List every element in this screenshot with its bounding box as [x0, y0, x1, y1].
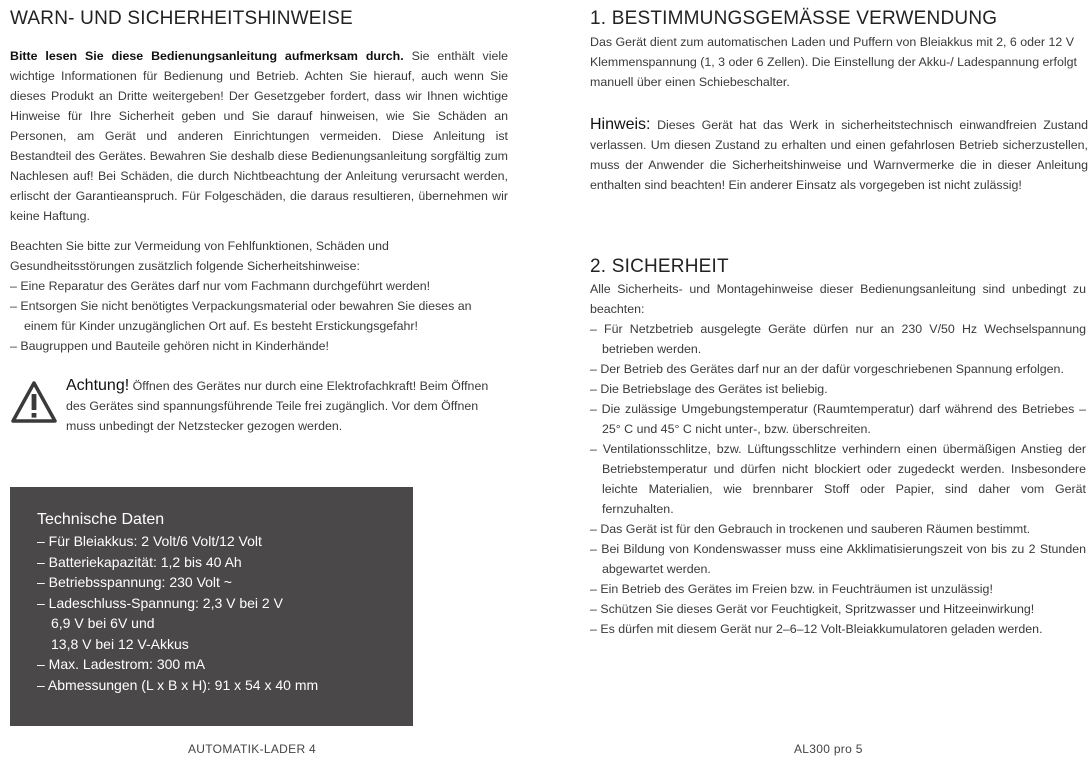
safety-list	[590, 319, 1086, 639]
safety-item: – Das Gerät ist für den Gebrauch in trockenen und sauberen Räumen bestimmt.	[590, 522, 1031, 536]
hint-intro: Beachten Sie bitte zur Vermeidung von Fehlfunktionen, Schäden und Gesundheitsstörungen zusätzlich folgende Sicherheitshinweise:	[10, 239, 389, 273]
safety-item: – Schützen Sie dieses Gerät vor Feuchtigkeit, Spritzwasser und Hitzeeinwirkung!	[590, 602, 1035, 616]
hint-item: – Eine Reparatur des Gerätes darf nur vom Fachmann durchgeführt werden!	[10, 279, 431, 293]
safety-item: – Der Betrieb des Gerätes darf nur an der dafür vorgeschriebenen Spannung erfolgen.	[590, 362, 1064, 376]
right-page	[544, 0, 1088, 766]
tech-line: – Max. Ladestrom: 300 mA	[37, 656, 206, 672]
tech-line: 6,9 V bei 6V und	[51, 615, 155, 631]
safety-item: – Bei Bildung von Kondenswasser muss eine Akklimatisierungszeit von bis zu 2 Stunden abgewartet werden.	[590, 542, 1086, 576]
safety-intro: Alle Sicherheits- und Montagehinweise dieser Bedienungsanleitung sind unbedingt zu beachten:	[590, 282, 1086, 316]
hint-item: – Entsorgen Sie nicht benötigtes Verpackungsmaterial oder bewahren Sie dieses an einem für Kinder unzugänglichen Ort auf. Es besteht Erstickungsgefahr!	[10, 299, 472, 333]
technical-data-box	[10, 487, 413, 726]
footer-right: AL300 pro 5	[794, 742, 863, 756]
warning-block	[10, 376, 508, 446]
intro-paragraph	[10, 46, 508, 226]
technical-data-list	[37, 531, 387, 695]
heading-warnings: WARN- UND SICHERHEITSHINWEISE	[10, 8, 353, 29]
warning-triangle-icon	[10, 380, 58, 424]
intended-use-text: Das Gerät dient zum automatischen Laden und Puffern von Bleiakkus mit 2, 6 oder 12 V Klemmenspannung (1, 3 oder 6 Zellen). Die Einstellung der Akku-/ Ladespannung erfolgt manuell über einen Schiebeschalter.	[590, 35, 1077, 89]
warning-label: Achtung!	[66, 377, 130, 394]
safety-item: – Die zulässige Umgebungstemperatur (Raumtemperatur) darf während des Betriebes –25° C und 45° C nicht unter-, bzw. überschreiten.	[590, 402, 1086, 436]
safety-item: – Ein Betrieb des Gerätes im Freien bzw. in Feuchträumen ist unzulässig!	[590, 582, 993, 596]
heading-safety: 2. SICHERHEIT	[590, 256, 729, 277]
tech-line: – Für Bleiakkus: 2 Volt/6 Volt/12 Volt	[37, 533, 262, 549]
note-text: Dieses Gerät hat das Werk in sicherheitstechnisch einwandfreien Zustand verlassen. Um diesen Zustand zu erhalten und einen gefahrlosen Betrieb sicherzustellen, muss der Anwender die Sicherheitshinweise und Warnvermerke die in dieser Anleitung enthalten sind beachten! Ein anderer Einsatz als vorgegeben ist nicht zulässig!	[590, 118, 1088, 192]
safety-section	[590, 279, 1086, 639]
warning-text: Öffnen des Gerätes nur durch eine Elektrofachkraft! Beim Öffnen des Gerätes sind spannungsführende Teile frei zugänglich. Vor dem Öffnen muss unbedingt der Netzstecker gezogen werden.	[66, 379, 489, 433]
intro-lead: Bitte lesen Sie diese Bedienungsanleitung aufmerksam durch.	[10, 49, 404, 63]
safety-item: – Es dürfen mit diesem Gerät nur 2–6–12 Volt-Bleiakkumulatoren geladen werden.	[590, 622, 1043, 636]
tech-line: – Betriebsspannung: 230 Volt ~	[37, 574, 232, 590]
heading-intended-use: 1. BESTIMMUNGSGEMÄSSE VERWENDUNG	[590, 8, 998, 29]
safety-item: – Ventilationsschlitze, bzw. Lüftungsschlitze verhindern einen übermäßigen Anstieg der Betriebstemperatur und dürfen nicht blockiert oder zugedeckt werden. Insbesondere leichte Materialien, wie brennbarer Stoff oder Papier, sind daher vom Gerät fernzuhalten.	[590, 442, 1086, 516]
footer-left: AUTOMATIK-LADER 4	[188, 742, 317, 756]
safety-item: – Die Betriebslage des Gerätes ist beliebig.	[590, 382, 828, 396]
technical-data-title: Technische Daten	[37, 511, 165, 528]
intro-body: Sie enthält viele wichtige Informationen für Bedienung und Betrieb. Achten Sie hierauf, auch wenn Sie dieses Produkt an Dritte weitergeben! Der Gesetzgeber fordert, dass wir Ihnen wichtige Hinweise für Ihre Sicherheit geben und Sie darauf hinweisen, wie Sie Schäden an Personen, am Gerät und anderen Einrichtungen vermeiden. Diese Anleitung ist Bestandteil des Gerätes. Bewahren Sie deshalb diese Bedienungsanleitung sorgfältig zum Nachlesen auf! Bei Schäden, die durch Nichtbeachtung der Anleitung verursacht werden, erlischt der Garantieanspruch. Für Folgeschäden, die daraus resultieren, übernehmen wir keine Haftung.	[10, 49, 508, 223]
hint-item: – Baugruppen und Bauteile gehören nicht in Kinderhände!	[10, 339, 329, 353]
tech-line: 13,8 V bei 12 V-Akkus	[51, 635, 189, 652]
tech-line: – Ladeschluss-Spannung: 2,3 V bei 2 V	[37, 594, 283, 611]
safety-hints	[10, 236, 508, 356]
note-label: Hinweis:	[590, 116, 651, 133]
safety-item: – Für Netzbetrieb ausgelegte Geräte dürfen nur an 230 V/50 Hz Wechselspannung betrieben werden.	[590, 322, 1086, 356]
tech-line: – Batteriekapazität: 1,2 bis 40 Ah	[37, 553, 242, 570]
warning-text-block	[66, 376, 506, 436]
tech-line: – Abmessungen (L x B x H): 91 x 54 x 40 mm	[37, 676, 319, 693]
hint-list	[10, 276, 508, 356]
note-paragraph	[590, 115, 1088, 195]
